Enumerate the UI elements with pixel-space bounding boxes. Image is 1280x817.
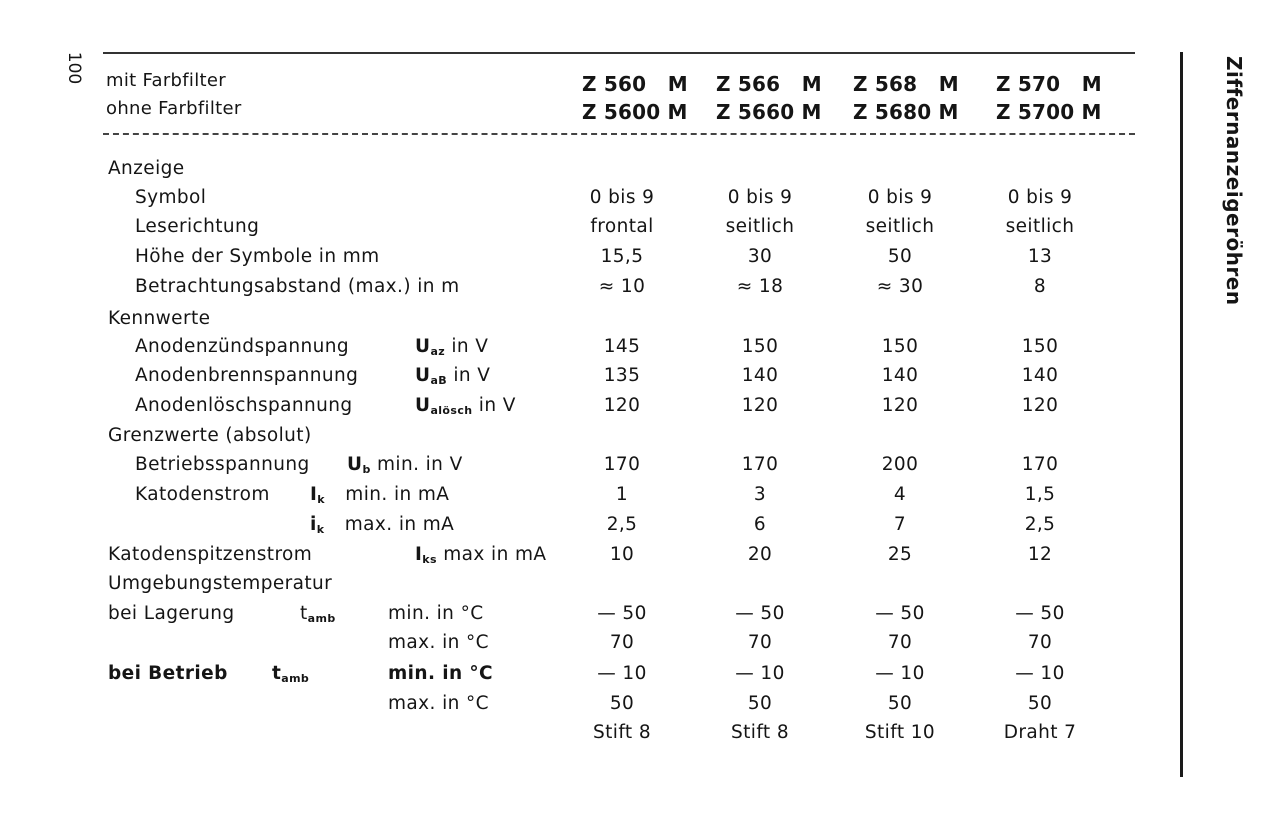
row-unit <box>347 454 463 476</box>
symbol-subscript: az <box>430 345 446 358</box>
table-row <box>0 514 1180 544</box>
value-cell: 140 <box>1021 365 1059 386</box>
value-cell: 140 <box>741 365 779 386</box>
row-label: Anodenlöschspannung <box>135 395 353 416</box>
symbol-letter: t <box>300 603 308 624</box>
symbol-letter: I <box>310 484 318 505</box>
row-unit <box>388 693 489 714</box>
symbol-subscript: alösch <box>430 404 473 417</box>
value-cell: 70 <box>887 632 913 653</box>
value-cell: 150 <box>881 336 919 357</box>
row-label: Grenzwerte (absolut) <box>108 425 312 446</box>
value-cell: 170 <box>1021 454 1059 475</box>
page-number: 100 <box>64 51 85 85</box>
row-unit <box>415 336 488 358</box>
unit-text: in V <box>451 336 489 357</box>
table-row <box>0 276 1180 306</box>
value-cell: 4 <box>893 484 907 505</box>
value-cell: — 10 <box>875 663 925 684</box>
symbol-subscript: amb <box>281 672 310 685</box>
value-cell: 150 <box>741 336 779 357</box>
value-cell: 0 bis 9 <box>867 187 933 208</box>
row-label: Leserichtung <box>135 216 260 237</box>
symbol-subscript: k <box>316 523 325 536</box>
value-cell: 70 <box>609 632 635 653</box>
symbol-subscript: amb <box>307 612 336 625</box>
table-row <box>0 395 1180 425</box>
value-cell: 3 <box>753 484 767 505</box>
row-unit <box>388 632 489 653</box>
value-cell: 7 <box>893 514 907 535</box>
model-3-without-filter: Z 5680 M <box>853 100 959 124</box>
value-cell: Stift 10 <box>864 722 936 743</box>
value-cell: — 50 <box>1015 603 1065 624</box>
value-cell: 50 <box>747 693 773 714</box>
table-row <box>0 216 1180 246</box>
value-cell: 140 <box>881 365 919 386</box>
row-label: bei Lagerung <box>108 603 235 624</box>
value-cell: 25 <box>887 544 913 565</box>
symbol-letter: U <box>415 365 431 386</box>
model-4-without-filter: Z 5700 M <box>996 100 1102 124</box>
symbol-subscript: k <box>317 493 326 506</box>
unit-text: max. in °C <box>388 632 489 653</box>
row-unit <box>388 603 484 624</box>
table-row <box>0 603 1180 633</box>
model-2-with-filter: Z 566 M <box>716 72 822 96</box>
header-label-without-filter: ohne Farbfilter <box>106 98 242 119</box>
row-symbol <box>300 603 336 625</box>
row-label: Katodenspitzenstrom <box>108 544 313 565</box>
row-unit <box>310 514 454 536</box>
table-row <box>0 336 1180 366</box>
value-cell: Draht 7 <box>1003 722 1077 743</box>
row-label: bei Betrieb <box>108 663 228 684</box>
value-cell: seitlich <box>1005 216 1075 237</box>
value-cell: 120 <box>1021 395 1059 416</box>
unit-text: min. in V <box>377 454 463 475</box>
symbol-letter: t <box>272 663 282 684</box>
value-cell: seitlich <box>865 216 935 237</box>
value-cell: 2,5 <box>606 514 638 535</box>
row-label: Höhe der Symbole in mm <box>135 246 380 267</box>
value-cell: — 10 <box>1015 663 1065 684</box>
model-3-with-filter: Z 568 M <box>853 72 959 96</box>
value-cell: Stift 8 <box>730 722 790 743</box>
unit-text: min. in °C <box>388 603 484 624</box>
row-label: Umgebungstemperatur <box>108 573 333 594</box>
row-label: Symbol <box>135 187 207 208</box>
model-2-without-filter: Z 5660 M <box>716 100 822 124</box>
value-cell: 0 bis 9 <box>727 187 793 208</box>
table-row <box>0 246 1180 276</box>
value-cell: — 50 <box>735 603 785 624</box>
table-row <box>0 187 1180 217</box>
value-cell: 8 <box>1033 276 1047 297</box>
table-row <box>0 573 1180 603</box>
value-cell: — 50 <box>597 603 647 624</box>
value-cell: 12 <box>1027 544 1053 565</box>
table-row <box>0 158 1180 188</box>
model-1-without-filter: Z 5600 M <box>582 100 688 124</box>
value-cell: Stift 8 <box>592 722 652 743</box>
value-cell: ≈ 30 <box>876 276 924 297</box>
symbol-letter: U <box>347 454 363 475</box>
table-row <box>0 544 1180 574</box>
value-cell: 145 <box>603 336 641 357</box>
value-cell: — 10 <box>597 663 647 684</box>
table-row <box>0 632 1180 662</box>
row-unit <box>310 484 449 506</box>
table-row <box>0 454 1180 484</box>
value-cell: 6 <box>753 514 767 535</box>
value-cell: ≈ 18 <box>736 276 784 297</box>
value-cell: 10 <box>609 544 635 565</box>
row-label: Anzeige <box>108 158 185 179</box>
header-rule <box>103 133 1135 135</box>
table-row <box>0 425 1180 455</box>
value-cell: 170 <box>603 454 641 475</box>
value-cell: 30 <box>747 246 773 267</box>
value-cell: 2,5 <box>1024 514 1056 535</box>
row-unit <box>388 663 493 684</box>
unit-text: max. in °C <box>388 693 489 714</box>
unit-text: in V <box>453 365 491 386</box>
row-symbol <box>272 663 309 685</box>
value-cell: 50 <box>1027 693 1053 714</box>
value-cell: 20 <box>747 544 773 565</box>
row-unit <box>415 544 546 566</box>
unit-text: min. in mA <box>345 484 450 505</box>
table-row <box>0 722 1180 752</box>
value-cell: 1,5 <box>1024 484 1056 505</box>
row-label: Betrachtungsabstand (max.) in m <box>135 276 460 297</box>
row-unit <box>415 365 490 387</box>
symbol-letter: I <box>415 544 423 565</box>
value-cell: 170 <box>741 454 779 475</box>
table-row <box>0 693 1180 723</box>
value-cell: 13 <box>1027 246 1053 267</box>
unit-text: max in mA <box>443 544 547 565</box>
value-cell: 0 bis 9 <box>1007 187 1073 208</box>
value-cell: frontal <box>590 216 654 237</box>
row-label: Betriebsspannung <box>135 454 310 475</box>
value-cell: ≈ 10 <box>598 276 646 297</box>
value-cell: 135 <box>603 365 641 386</box>
symbol-letter: i <box>310 514 317 535</box>
value-cell: 120 <box>603 395 641 416</box>
value-cell: — 50 <box>875 603 925 624</box>
symbol-subscript: ks <box>422 553 437 566</box>
model-1-with-filter: Z 560 M <box>582 72 688 96</box>
value-cell: 0 bis 9 <box>589 187 655 208</box>
header-label-with-filter: mit Farbfilter <box>106 70 226 91</box>
value-cell: seitlich <box>725 216 795 237</box>
value-cell: 200 <box>881 454 919 475</box>
value-cell: 70 <box>747 632 773 653</box>
symbol-subscript: b <box>362 463 371 476</box>
symbol-letter: U <box>415 336 431 357</box>
value-cell: 1 <box>615 484 629 505</box>
value-cell: 70 <box>1027 632 1053 653</box>
table-row <box>0 484 1180 514</box>
table-row <box>0 365 1180 395</box>
value-cell: 50 <box>887 693 913 714</box>
top-rule <box>103 52 1135 54</box>
row-label: Katodenstrom <box>135 484 270 505</box>
unit-text: min. in °C <box>388 663 494 684</box>
row-label: Kennwerte <box>108 308 211 329</box>
model-4-with-filter: Z 570 M <box>996 72 1102 96</box>
value-cell: 15,5 <box>600 246 644 267</box>
value-cell: 50 <box>609 693 635 714</box>
row-label: Anodenbrennspannung <box>135 365 359 386</box>
symbol-letter: U <box>415 395 431 416</box>
table-row <box>0 308 1180 338</box>
value-cell: — 10 <box>735 663 785 684</box>
row-unit <box>415 395 516 417</box>
unit-text: in V <box>478 395 516 416</box>
value-cell: 150 <box>1021 336 1059 357</box>
symbol-subscript: aB <box>430 374 448 387</box>
side-title: Ziffernanzeigeröhren <box>1222 56 1246 306</box>
row-label: Anodenzündspannung <box>135 336 350 357</box>
unit-text: max. in mA <box>344 514 455 535</box>
value-cell: 120 <box>741 395 779 416</box>
value-cell: 50 <box>887 246 913 267</box>
vertical-rule <box>1180 52 1183 777</box>
value-cell: 120 <box>881 395 919 416</box>
table-row <box>0 663 1180 693</box>
